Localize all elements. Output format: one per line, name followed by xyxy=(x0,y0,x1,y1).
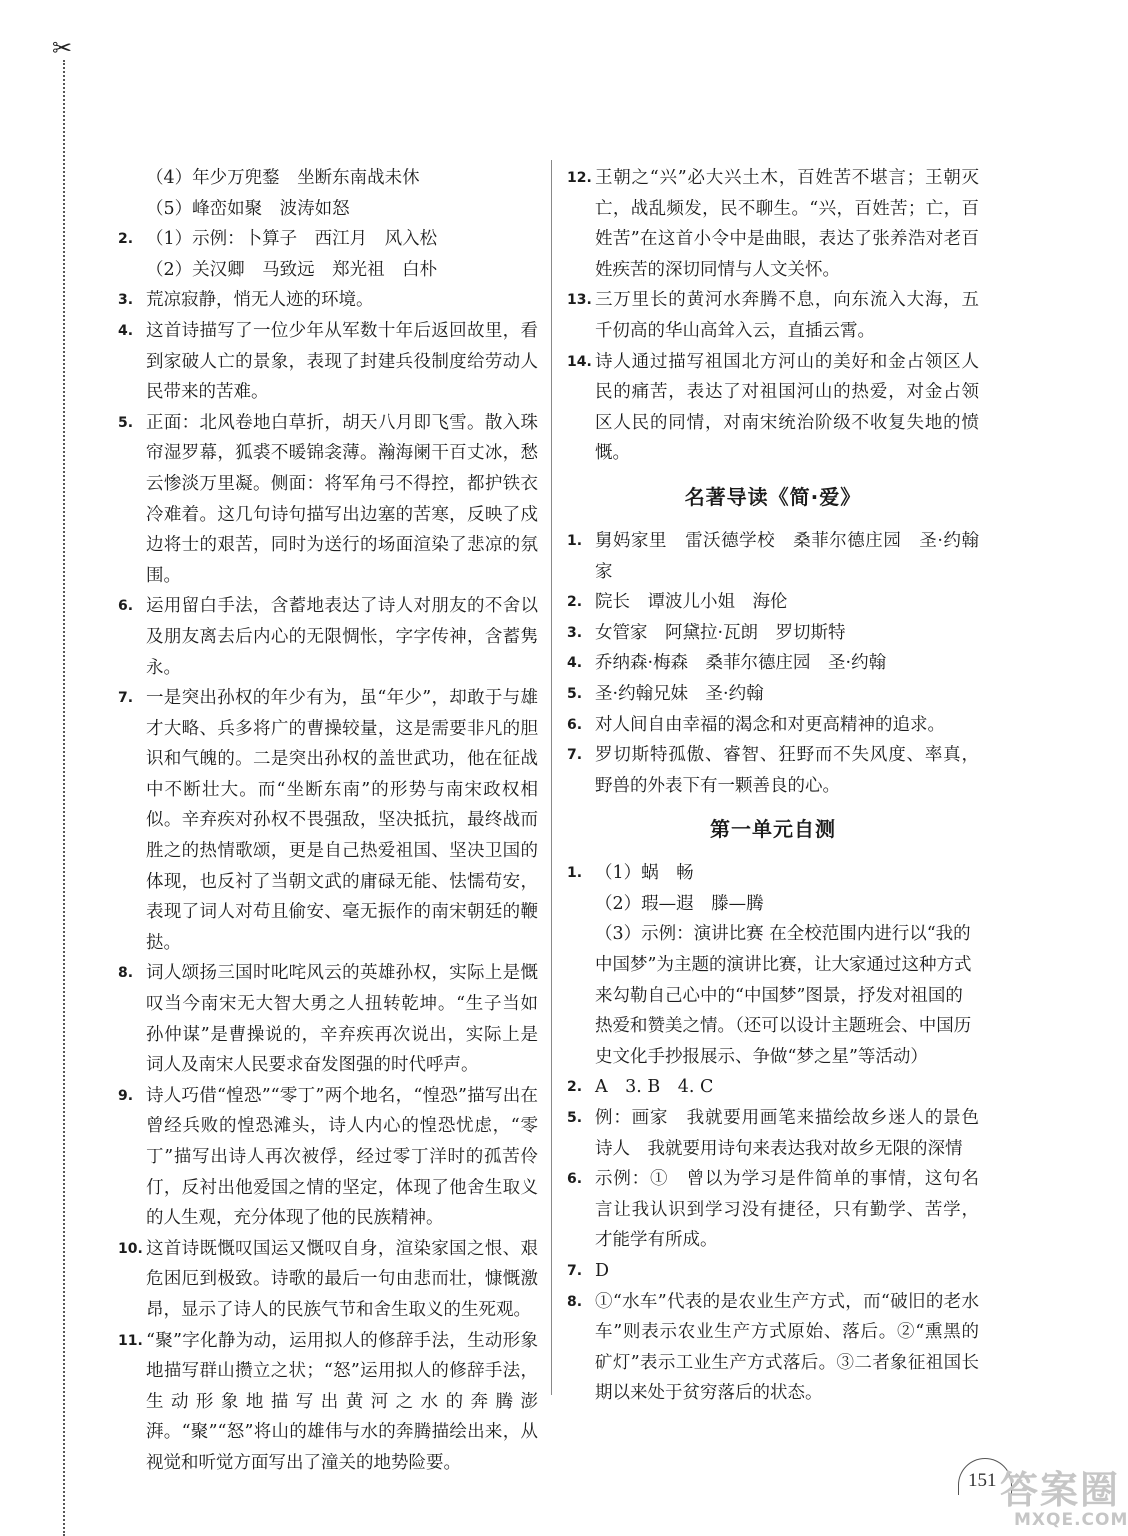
answer-text: D xyxy=(595,1261,610,1281)
answer-item xyxy=(567,526,979,587)
answer-item xyxy=(118,683,538,958)
answer-text: （4）年少万兜鍪 坐断东南战未休 xyxy=(146,168,420,188)
answer-text: 这首诗既慨叹国运又慨叹自身，渲染家国之恨、艰危困厄到极致。诗歌的最后一句由悲而壮，慷慨激昂，显示了诗人的民族气节和舍生取义的生死观。 xyxy=(146,1238,538,1320)
answer-number: 6. xyxy=(118,598,134,615)
left-column xyxy=(118,163,538,1479)
answer-number: 5. xyxy=(567,1110,583,1127)
answer-text: （1）蜗 畅 xyxy=(595,863,694,884)
answer-text: 诗人通过描写祖国北方河山的美好和金占领区人民的痛苦，表达了对祖国河山的热爱，对金占领区人民的同情，对南宋统治阶级不收复失地的愤慨。 xyxy=(595,351,979,464)
answer-number: 13. xyxy=(567,292,592,309)
answer-number: 2. xyxy=(567,1079,583,1096)
answer-text: 例：画家 我就要用画笔来描绘故乡迷人的景色 诗人 我就要用诗句来表达我对故乡无限的深情 xyxy=(595,1108,997,1159)
answer-item xyxy=(567,1164,979,1256)
answer-text: ①“水车”代表的是农业生产方式，而“破旧的老水车”则表示农业生产方式原始、落后。②“熏黑的矿灯”表示工业生产方式落后。③二者象征祖国长期以来处于贫穷落后的状态。 xyxy=(595,1291,979,1404)
answers-12-14 xyxy=(567,163,979,469)
answer-subitem xyxy=(118,163,538,194)
answer-number: 1. xyxy=(567,532,583,549)
unit-test-answers xyxy=(567,858,997,1409)
answer-number: 11. xyxy=(118,1332,143,1349)
answer-number: 9. xyxy=(118,1087,134,1104)
answer-subitem xyxy=(118,255,538,286)
answer-item xyxy=(567,1103,997,1164)
answer-subitem xyxy=(567,919,979,1072)
answer-number: 12. xyxy=(567,170,592,186)
watermark xyxy=(1000,1470,1128,1530)
section-title-jane-eyre: 名著导读《简·爱》 xyxy=(684,484,862,509)
answer-text: 荒凉寂静，悄无人迹的环境。 xyxy=(146,290,374,311)
answer-number: 4. xyxy=(118,322,134,339)
answer-number: 7. xyxy=(567,1263,583,1279)
answer-text: （3）示例：演讲比赛 在全校范围内进行以“我的中国梦”为主题的演讲比赛，让大家通过这种方式来勾勒自己心中的“中国梦”图景，抒发对祖国的热爱和赞美之情。（还可以设计主题班会、中国历史文化手抄报展示、争做“梦之星”等活动） xyxy=(595,924,972,1067)
watermark-en: MXQE.COM xyxy=(1014,1510,1128,1530)
answer-number: 2. xyxy=(118,231,134,248)
column-divider xyxy=(551,160,552,1395)
answer-number: 5. xyxy=(118,414,134,431)
answer-text: （2）瑕—遐 滕—腾 xyxy=(595,893,764,914)
answer-text: “聚”字化静为动，运用拟人的修辞手法，生动形象地描写群山攒立之状；“怒”运用拟人的修辞手法，生动形象地描写出黄河之水的奔腾澎湃。“聚”“怒”将山的雄伟与水的奔腾描绘出来，从视觉和听觉方面写出了潼关的地势险要。 xyxy=(146,1330,538,1473)
answer-item xyxy=(118,958,538,1080)
answer-number: 4. xyxy=(567,655,583,672)
answer-item xyxy=(567,618,979,649)
answer-text: 对人间自由幸福的渴念和对更高精神的追求。 xyxy=(595,714,945,735)
answer-number: 10. xyxy=(118,1240,143,1257)
answer-text: 这首诗描写了一位少年从军数十年后返回故里，看到家破人亡的景象，表现了封建兵役制度给劳动人民带来的苦难。 xyxy=(146,320,538,403)
answer-text: 词人颂扬三国时叱咤风云的英雄孙权，实际上是慨叹当今南宋无大智大勇之人扭转乾坤。“生子当如孙仲谋”是曹操说的，辛弃疾再次说出，实际上是词人及南宋人民要求奋发图强的时代呼声。 xyxy=(146,963,538,1076)
answer-item xyxy=(567,710,979,741)
answer-item xyxy=(567,587,979,618)
answer-text: 正面：北风卷地白草折，胡天八月即飞雪。散入珠帘湿罗幕，狐裘不暖锦衾薄。瀚海阑干百丈冰，愁云惨淡万里凝。侧面：将军角弓不得控，都护铁衣冷难着。这几句诗句描写出边塞的苦寒，反映了戍边将士的艰苦，同时为送行的场面渲染了悲凉的氛围。 xyxy=(146,412,538,586)
right-column xyxy=(567,163,997,1409)
answer-text: 一是突出孙权的年少有为，虽“年少”，却敢于与雄才大略、兵多将广的曹操较量，这是需要非凡的胆识和气魄的。二是突出孙权的盖世武功，他在征战中不断壮大。而“坐断东南”的形势与南宋政权相似。辛弃疾对孙权不畏强敌，坚决抵抗，最终战而胜之的热情歌颂，更是自己热爱祖国、坚决卫国的体现，也反衬了当朝文武的庸碌无能、怯懦苟安，表现了词人对苟且偷安、毫无振作的南宋朝廷的鞭挞。 xyxy=(146,688,538,953)
answer-item xyxy=(567,648,979,679)
answer-item xyxy=(567,740,979,801)
answer-item xyxy=(118,224,538,255)
answer-text: 三万里长的黄河水奔腾不息，向东流入大海，五千仞高的华山高耸入云，直插云霄。 xyxy=(595,290,979,341)
answer-item xyxy=(567,285,979,346)
watermark-cn: 答案圈 xyxy=(1000,1468,1121,1512)
answer-number: 7. xyxy=(118,690,134,707)
answer-number: 6. xyxy=(567,716,583,733)
answer-item xyxy=(118,316,538,408)
answer-text: 诗人巧借“惶恐”“零丁”两个地名，“惶恐”描写出在曾经兵败的惶恐滩头，诗人内心的惶恐忧虑，“零丁”描写出诗人再次被俘，经过零丁洋时的孤苦伶仃，反衬出他爱国之情的坚定，体现了他舍生取义的人生观，充分体现了他的民族精神。 xyxy=(146,1085,538,1229)
answer-number: 3. xyxy=(567,624,583,641)
answer-number: 14. xyxy=(567,353,592,370)
answer-number: 2. xyxy=(567,594,583,611)
answer-item xyxy=(118,285,538,316)
cut-line xyxy=(63,60,65,1536)
answer-subitem xyxy=(118,194,538,225)
section-title-unit-test: 第一单元自测 xyxy=(710,817,836,842)
answer-text: 女管家 阿黛拉·瓦朗 罗切斯特 xyxy=(595,622,846,643)
answer-text: 罗切斯特孤傲、睿智、狂野而不失风度、率真，野兽的外表下有一颗善良的心。 xyxy=(595,745,979,796)
answer-text: A 3. B 4. C xyxy=(595,1077,714,1098)
answer-text: （2）关汉卿 马致远 郑光祖 白朴 xyxy=(146,259,438,280)
answer-number: 7. xyxy=(567,747,583,764)
answer-text: 乔纳森·梅森 桑菲尔德庄园 圣·约翰 xyxy=(595,653,887,674)
answer-item xyxy=(118,1081,538,1234)
answer-item xyxy=(567,858,979,889)
jane-eyre-answers xyxy=(567,526,979,801)
answer-item xyxy=(567,1287,979,1409)
answer-subitem xyxy=(567,889,979,920)
answer-item xyxy=(567,163,979,285)
answer-number: 8. xyxy=(118,965,134,982)
scissors-icon: ✂ xyxy=(52,34,73,62)
answer-text: 示例：① 曾以为学习是件简单的事情，这句名言让我认识到学习没有捷径，只有勤学、苦学，才能学有所成。 xyxy=(595,1169,979,1251)
answer-item xyxy=(567,1256,979,1287)
answer-number: 1. xyxy=(567,865,583,882)
answer-text: 王朝之“兴”必大兴土木，百姓苦不堪言；王朝灭亡，战乱频发，民不聊生。“兴，百姓苦；亡，百姓苦”在这首小令中是曲眼，表达了张养浩对老百姓疾苦的深切同情与人文关怀。 xyxy=(595,168,979,280)
answer-item xyxy=(118,408,538,592)
answer-text: 运用留白手法，含蓄地表达了诗人对朋友的不舍以及朋友离去后内心的无限惆怅，字字传神，含蓄隽永。 xyxy=(146,596,538,678)
answer-text: （1）示例：卜算子 西江月 风入松 xyxy=(146,229,438,250)
answer-text: 舅妈家里 雷沃德学校 桑菲尔德庄园 圣·约翰家 xyxy=(595,530,979,582)
page-number: 151 xyxy=(968,1470,997,1491)
answer-number: 8. xyxy=(567,1293,583,1310)
answer-text: （5）峰峦如聚 波涛如怒 xyxy=(146,198,350,219)
answer-number: 6. xyxy=(567,1171,583,1188)
answer-item xyxy=(567,347,979,469)
answer-item xyxy=(118,1326,538,1479)
answer-number: 5. xyxy=(567,685,583,702)
answer-text: 圣·约翰兄妹 圣·约翰 xyxy=(595,683,764,704)
answer-item xyxy=(118,1234,538,1326)
answer-number: 3. xyxy=(118,292,134,309)
answer-text: 院长 谭波儿小姐 海伦 xyxy=(595,592,788,613)
answer-item xyxy=(567,1072,979,1103)
answer-item xyxy=(118,591,538,683)
answer-item xyxy=(567,679,979,710)
